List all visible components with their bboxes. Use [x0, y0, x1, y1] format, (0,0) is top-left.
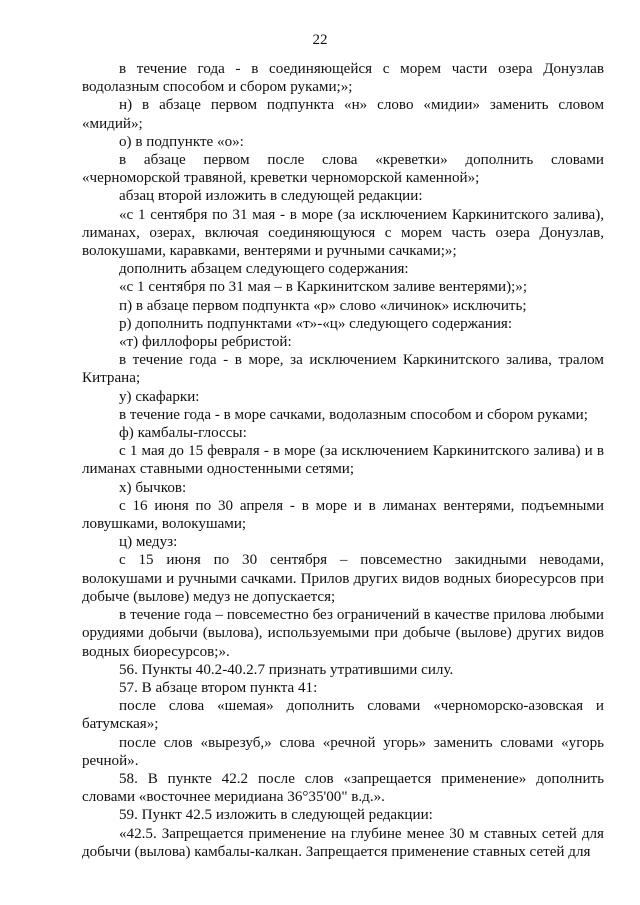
paragraph: п) в абзаце первом подпункта «р» слово «личинок» исключить;: [119, 297, 527, 314]
paragraph: «с 1 сентября по 31 мая – в Каркинитском заливе вентерями);»;: [119, 279, 528, 296]
paragraph: с 15 июня по 30 сентября – повсеместно закидными неводами, волокушами и ручными сачками. Прилов других видов водных биоресурсов при добыче (вылове) медуз не допускается;: [82, 552, 604, 605]
paragraph: «т) филлофоры ребристой:: [119, 334, 292, 351]
paragraph: 56. Пункты 40.2-40.2.7 признать утратившими силу.: [119, 661, 454, 678]
paragraph: р) дополнить подпунктами «т»-«ц» следующего содержания:: [119, 315, 513, 332]
paragraph: ц) медуз:: [119, 534, 178, 551]
paragraph: н) в абзаце первом подпункта «н» слово «мидии» заменить словом «мидий»;: [82, 97, 604, 132]
paragraph: дополнить абзацем следующего содержания:: [119, 261, 409, 278]
paragraph: после слов «вырезуб,» слова «речной угорь» заменить словами «угорь речной».: [82, 734, 604, 769]
paragraph: «42.5. Запрещается применение на глубине менее 30 м ставных сетей для добычи (вылова) камбалы-калкан. Запрещается применение ставных сетей для: [82, 825, 604, 860]
paragraph: «с 1 сентября по 31 мая - в море (за исключением Каркинитского залива), лиманах, озерах, включая соединяющуюся с морем часть озера Донузлав, волокушами, каравками, вентерями и ручными сачками;»;: [82, 206, 604, 260]
paragraph: после слова «шемая» дополнить словами «черноморско-азовская и батумская»;: [82, 698, 604, 733]
paragraph: 59. Пункт 42.5 изложить в следующей редакции:: [119, 807, 433, 824]
paragraph: в течение года - в море, за исключением Каркинитского залива, тралом Китрана;: [82, 352, 604, 387]
page-number: 22: [312, 32, 328, 48]
paragraph: х) бычков:: [119, 479, 187, 496]
paragraph: у) скафарки:: [119, 388, 200, 405]
paragraph: в течение года - в соединяющейся с морем части озера Донузлав водолазным способом и сбором руками;»;: [82, 61, 604, 96]
paragraph: 58. В пункте 42.2 после слов «запрещается применение» дополнить словами «восточнее меридиана 36°35'00" в.д.».: [82, 770, 604, 806]
paragraph: в течение года – повсеместно без ограничений в качестве прилова любыми орудиями добычи (вылова), используемыми при добыче (вылове) других видов водных биоресурсов;».: [82, 607, 604, 660]
paragraph: в течение года - в море сачками, водолазным способом и сбором руками;: [119, 406, 588, 423]
paragraph: о) в подпункте «о»:: [119, 133, 244, 150]
paragraph: в абзаце первом после слова «креветки» дополнить словами «черноморской травяной, креветки черноморской каменной»;: [82, 152, 604, 187]
paragraph: ф) камбалы-глоссы:: [119, 425, 247, 442]
document-body: [82, 60, 604, 861]
paragraph: с 1 мая до 15 февраля - в море (за исключением Каркинитского залива) и в лиманах ставными одностенными сетями;: [82, 443, 604, 478]
paragraph: абзац второй изложить в следующей редакции:: [119, 188, 423, 205]
paragraph: 57. В абзаце втором пункта 41:: [119, 679, 318, 696]
paragraph: с 16 июня по 30 апреля - в море и в лиманах вентерями, подъемными ловушками, волокушами;: [82, 497, 604, 533]
